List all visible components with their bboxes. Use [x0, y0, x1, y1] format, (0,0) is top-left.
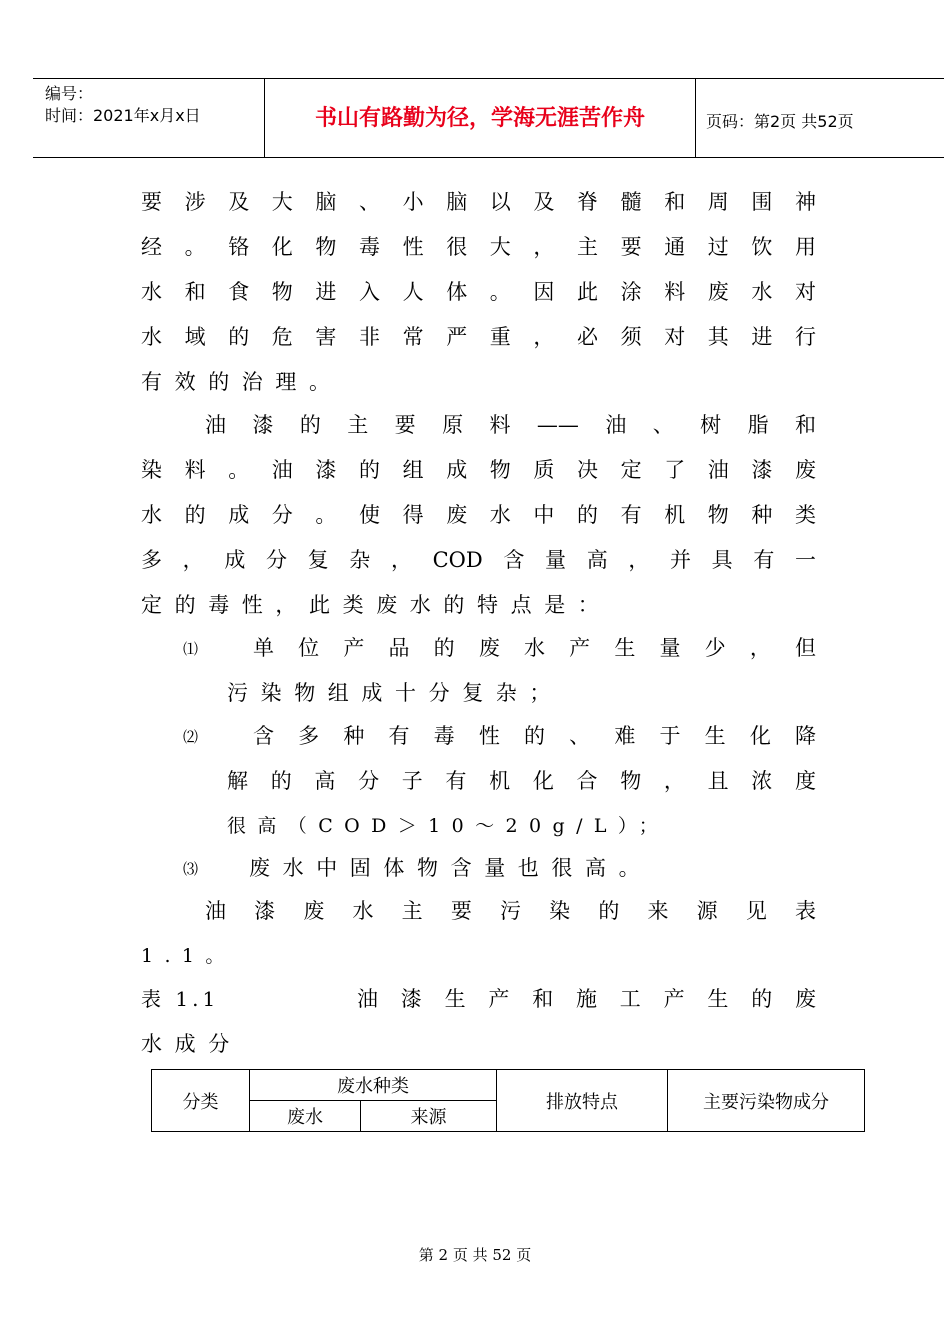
table-header-wastewater: 废水 [250, 1101, 361, 1132]
header-meta [45, 83, 201, 127]
table-header-category: 分类 [152, 1070, 250, 1132]
table-header-source: 来源 [361, 1101, 497, 1132]
body-line: 1.1。 [141, 945, 236, 967]
body-line: 油漆废水主要污染的来源见表 [205, 899, 816, 923]
header-page-label: 页码：第2页 共52页 [706, 112, 854, 131]
body-line: 水和食物进入人体。因此涂料废水对 [141, 280, 816, 304]
table-caption: 水成分 [141, 1032, 242, 1056]
item-number: ⑵ [183, 728, 199, 746]
item-line: 含多种有毒性的、难于生化降 [253, 724, 816, 748]
header-divider [695, 79, 696, 157]
body-line: 油漆的主要原料——油、树脂和 [205, 413, 816, 437]
body-line: 经。铬化物毒性很大，主要通过饮用 [141, 235, 816, 259]
table-header-pollutants: 主要污染物成分 [668, 1070, 865, 1132]
doc-code-label: 编号： [45, 84, 94, 103]
table-caption-number: 表 1.1 [141, 987, 220, 1011]
table-header-type: 废水种类 [250, 1070, 497, 1101]
item-line: 废水中固体物含量也很高。 [249, 856, 653, 880]
item-line: 解的高分子有机化合物，且浓度 [227, 769, 816, 793]
body-line: 水域的危害非常严重，必须对其进行 [141, 325, 816, 349]
body-line: 定的毒性，此类废水的特点是： [141, 593, 612, 617]
table-header-discharge: 排放特点 [497, 1070, 668, 1132]
body-line: 水的成分。使得废水中的有机物种类 [141, 503, 816, 527]
body-line: 染料。油漆的组成物质决定了油漆废 [141, 458, 816, 482]
doc-date-label: 时间：2021年x月x日 [45, 106, 201, 125]
item-number: ⑴ [183, 640, 199, 658]
body-line: 要涉及大脑、小脑以及脊髓和周围神 [141, 190, 816, 214]
wastewater-table [151, 1069, 865, 1132]
header-motto: 书山有路勤为径，学海无涯苦作舟 [314, 106, 645, 131]
item-line: 很高（COD＞10～20g/L）； [227, 815, 670, 837]
item-line: 单位产品的废水产生量少，但 [253, 636, 816, 660]
page-footer: 第 2 页 共 52 页 [418, 1246, 532, 1264]
body-line: 多，成分复杂，COD含量高，并具有一 [141, 548, 816, 572]
table-caption: 油漆生产和施工产生的废 [357, 987, 816, 1011]
body-line: 有效的治理。 [141, 370, 343, 394]
item-number: ⑶ [183, 860, 199, 878]
item-line: 污染物组成十分复杂； [227, 681, 563, 705]
page-header [33, 78, 944, 158]
